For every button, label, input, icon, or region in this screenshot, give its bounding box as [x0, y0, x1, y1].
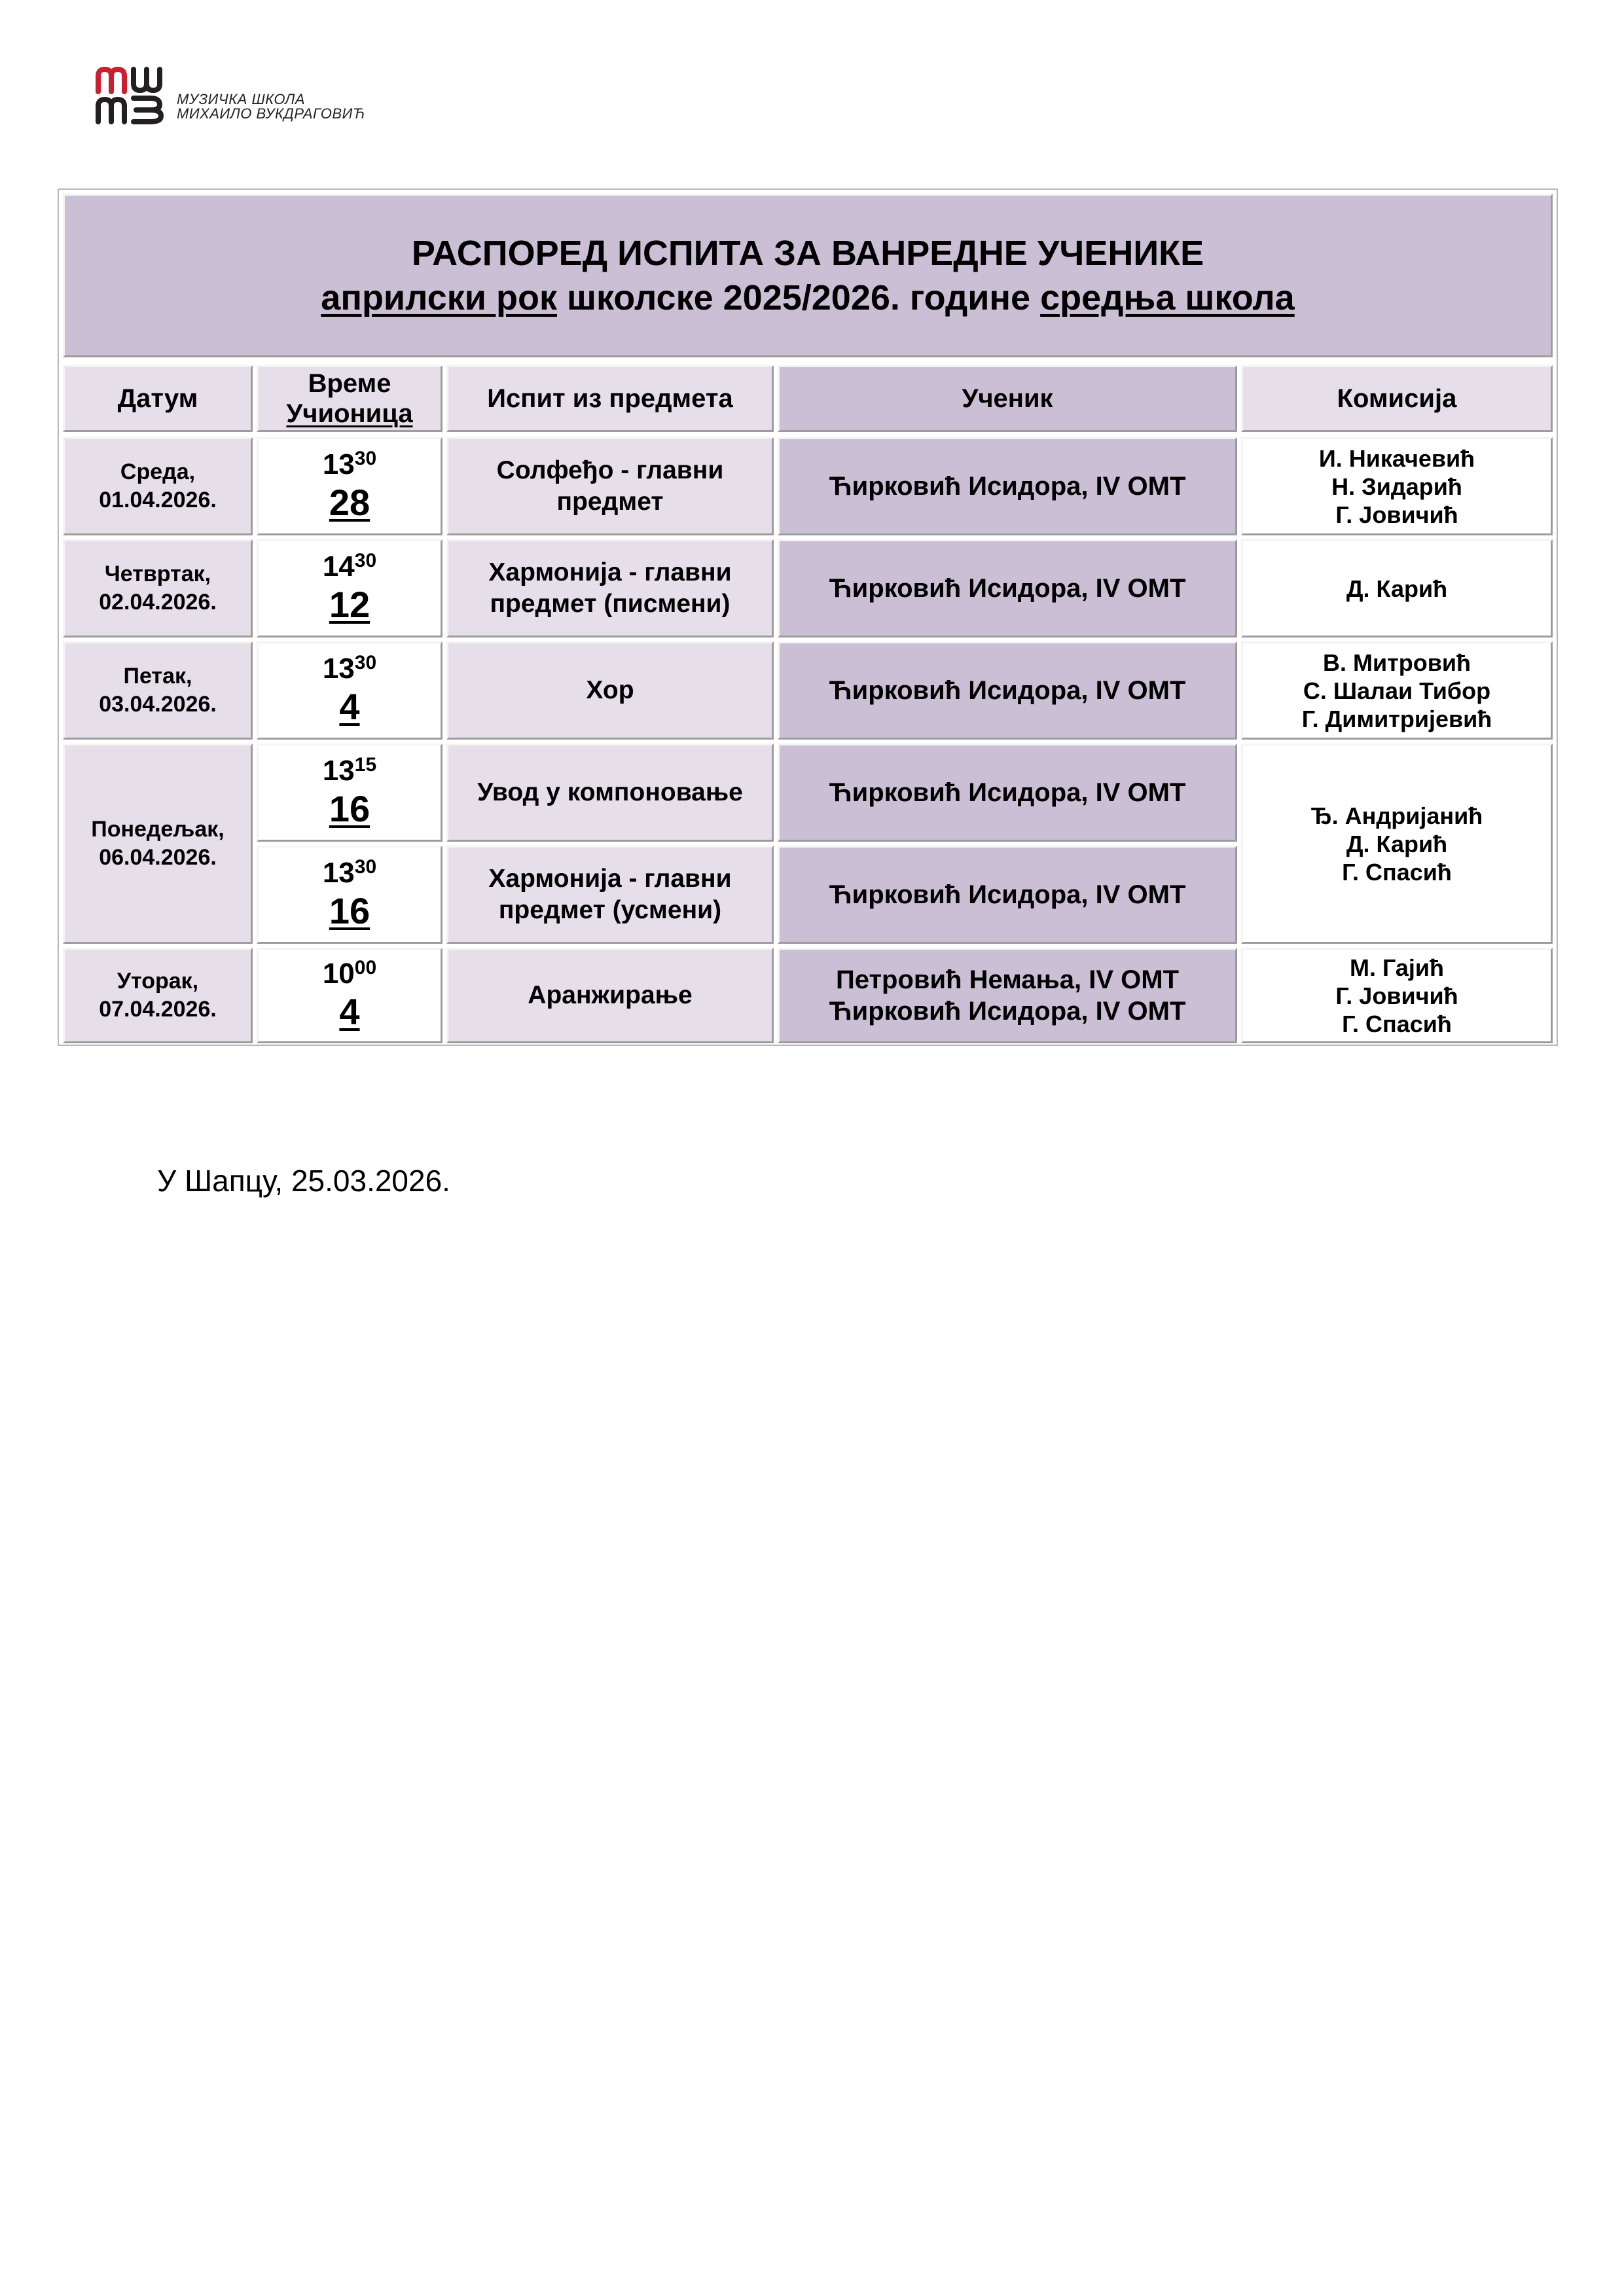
- row-1-date-value: 01.04.2026.: [99, 488, 217, 512]
- row-5-commission-2: Г. Јовичић: [1335, 982, 1458, 1009]
- header-commission-label: Комисија: [1337, 384, 1457, 413]
- row-1-commission: [1241, 437, 1553, 535]
- row-4-commission-2: Д. Карић: [1346, 830, 1448, 857]
- row-4a-time: [323, 755, 376, 787]
- row-5-room: 4: [339, 991, 360, 1032]
- row-1-subject-line-2: предмет: [556, 488, 664, 516]
- row-2-date: [63, 539, 253, 637]
- row-1-hour: 13: [322, 448, 355, 480]
- row-5-date-value: 07.04.2026.: [99, 997, 217, 1022]
- row-2-time: [323, 550, 376, 583]
- row-1-time: [323, 448, 376, 481]
- logo-wordmark: [177, 92, 365, 121]
- row-3-day: Петак,: [123, 664, 192, 689]
- row-5-min: 00: [354, 957, 377, 978]
- row-5-time-room: [257, 948, 442, 1043]
- row-3-time-room: [257, 641, 442, 740]
- row-5-subject-line-1: Аранжирање: [528, 981, 693, 1009]
- logo-line-2: МИХАИЛО ВУКДРАГОВИЋ: [177, 105, 365, 122]
- row-1-student: [778, 437, 1237, 535]
- row-2-hour: 14: [322, 550, 355, 583]
- row-4b-student-1: Ћирковић Исидора, IV ОМТ: [829, 880, 1186, 909]
- row-4b-hour: 13: [322, 857, 355, 889]
- header-student-label: Ученик: [962, 384, 1053, 413]
- header-time-label: Време: [308, 369, 391, 398]
- row-1-day: Среда,: [120, 459, 196, 484]
- row-2-date-value: 02.04.2026.: [99, 590, 217, 615]
- header-subject-label: Испит из предмета: [487, 384, 733, 413]
- row-3-hour: 13: [322, 653, 355, 685]
- row-2-student-1: Ћирковић Исидора, IV ОМТ: [829, 574, 1186, 603]
- mmsh-monogram-logo: [96, 65, 173, 124]
- row-4a-room: 16: [329, 788, 370, 829]
- row-5-day: Уторак,: [117, 969, 199, 994]
- row-1-date: [63, 437, 253, 535]
- row-3-date: [63, 641, 253, 740]
- row-4b-room: 16: [329, 890, 370, 931]
- row-1-room: 28: [329, 482, 370, 523]
- row-2-min: 30: [354, 550, 377, 571]
- row-4a-student-1: Ћирковић Исидора, IV ОМТ: [829, 778, 1186, 807]
- row-3-subject: [446, 641, 774, 740]
- row-5-hour: 10: [322, 958, 355, 990]
- row-2-time-room: [257, 539, 442, 637]
- exam-schedule-table: [58, 188, 1558, 1046]
- header-student: [778, 365, 1237, 432]
- row-4a-hour: 13: [322, 755, 355, 787]
- header-subject: [446, 365, 774, 432]
- row-5-student-2: Ћирковић Исидора, IV ОМТ: [829, 997, 1186, 1026]
- row-4b-min: 30: [354, 856, 377, 878]
- row-3-student: [778, 641, 1237, 740]
- header-date: [63, 365, 253, 432]
- row-5-student: [778, 948, 1237, 1043]
- row-4a-subject: [446, 744, 774, 842]
- row-4a-subject-line-1: Увод у компоновање: [477, 778, 743, 806]
- row-3-min: 30: [354, 652, 377, 673]
- header-date-label: Датум: [117, 384, 198, 413]
- row-5-commission-3: Г. Спасић: [1342, 1010, 1452, 1037]
- title-term: априлски рок: [321, 278, 557, 317]
- row-5-commission: [1241, 948, 1553, 1043]
- row-1-commission-1: И. Никачевић: [1318, 444, 1475, 472]
- row-1-commission-2: Н. Зидарић: [1331, 473, 1462, 500]
- row-5-subject: [446, 948, 774, 1043]
- row-2-commission-1: Д. Карић: [1346, 575, 1448, 602]
- logo-line-1: МУЗИЧКА ШКОЛА: [177, 91, 306, 107]
- row-5-commission-1: М. Гајић: [1349, 954, 1445, 981]
- row-1-time-room: [257, 437, 442, 535]
- row-2-day: Четвртак,: [104, 562, 211, 586]
- row-3-commission-3: Г. Димитријевић: [1301, 705, 1492, 732]
- row-2-room: 12: [329, 584, 370, 625]
- row-1-subject: [446, 437, 774, 535]
- row-3-commission-1: В. Митровић: [1323, 649, 1471, 676]
- row-3-student-1: Ћирковић Исидора, IV ОМТ: [829, 676, 1186, 705]
- title-middle: школске 2025/2026. године: [556, 278, 1041, 317]
- row-4a-time-room: [257, 744, 442, 842]
- row-4-commission: [1241, 744, 1553, 944]
- row-3-time: [323, 653, 376, 685]
- row-1-subject-line-1: Солфеђо - главни: [496, 456, 724, 484]
- row-2-subject-line-2: предмет (писмени): [490, 590, 731, 618]
- table-title: [63, 194, 1553, 357]
- school-logo: [96, 65, 384, 128]
- row-2-commission: [1241, 539, 1553, 637]
- row-5-time: [323, 958, 376, 990]
- row-3-commission: [1241, 641, 1553, 740]
- title-line-1: РАСПОРЕД ИСПИТА ЗА ВАНРЕДНЕ УЧЕНИКЕ: [411, 234, 1204, 273]
- row-1-student-1: Ћирковић Исидора, IV ОМТ: [829, 472, 1186, 501]
- row-3-room: 4: [339, 686, 360, 727]
- row-3-commission-2: С. Шалаи Тибор: [1303, 677, 1491, 704]
- row-2-subject-line-1: Хармонија - главни: [488, 558, 732, 586]
- header-room-label: Учионица: [286, 399, 413, 428]
- row-2-subject: [446, 539, 774, 637]
- row-4b-time: [323, 857, 376, 889]
- row-5-student-1: Петровић Немања, IV ОМТ: [835, 965, 1180, 994]
- row-4b-time-room: [257, 846, 442, 944]
- row-4b-subject-line-1: Хармонија - главни: [488, 865, 732, 893]
- title-line-2: [321, 276, 1294, 320]
- header-commission: [1241, 365, 1553, 432]
- row-3-date-value: 03.04.2026.: [99, 692, 217, 717]
- row-4b-subject: [446, 846, 774, 944]
- row-4a-student: [778, 744, 1237, 842]
- row-1-min: 30: [354, 448, 377, 469]
- row-5-date: [63, 948, 253, 1043]
- place-and-date: У Шапцу, 25.03.2026.: [157, 1164, 450, 1198]
- row-4-date-value: 06.04.2026.: [99, 845, 217, 870]
- row-4-date: [63, 744, 253, 944]
- row-4-day: Понедељак,: [91, 817, 225, 842]
- row-2-student: [778, 539, 1237, 637]
- row-4b-subject-line-2: предмет (усмени): [498, 896, 722, 924]
- row-4-commission-3: Г. Спасић: [1342, 858, 1452, 886]
- row-4a-min: 15: [354, 754, 377, 776]
- title-school: средња школа: [1040, 278, 1295, 317]
- header-time-room: [257, 365, 442, 432]
- row-4b-student: [778, 846, 1237, 944]
- row-1-commission-3: Г. Јовичић: [1335, 501, 1458, 528]
- row-4-commission-1: Ђ. Андријанић: [1310, 802, 1483, 829]
- row-3-subject-line-1: Хор: [586, 676, 634, 704]
